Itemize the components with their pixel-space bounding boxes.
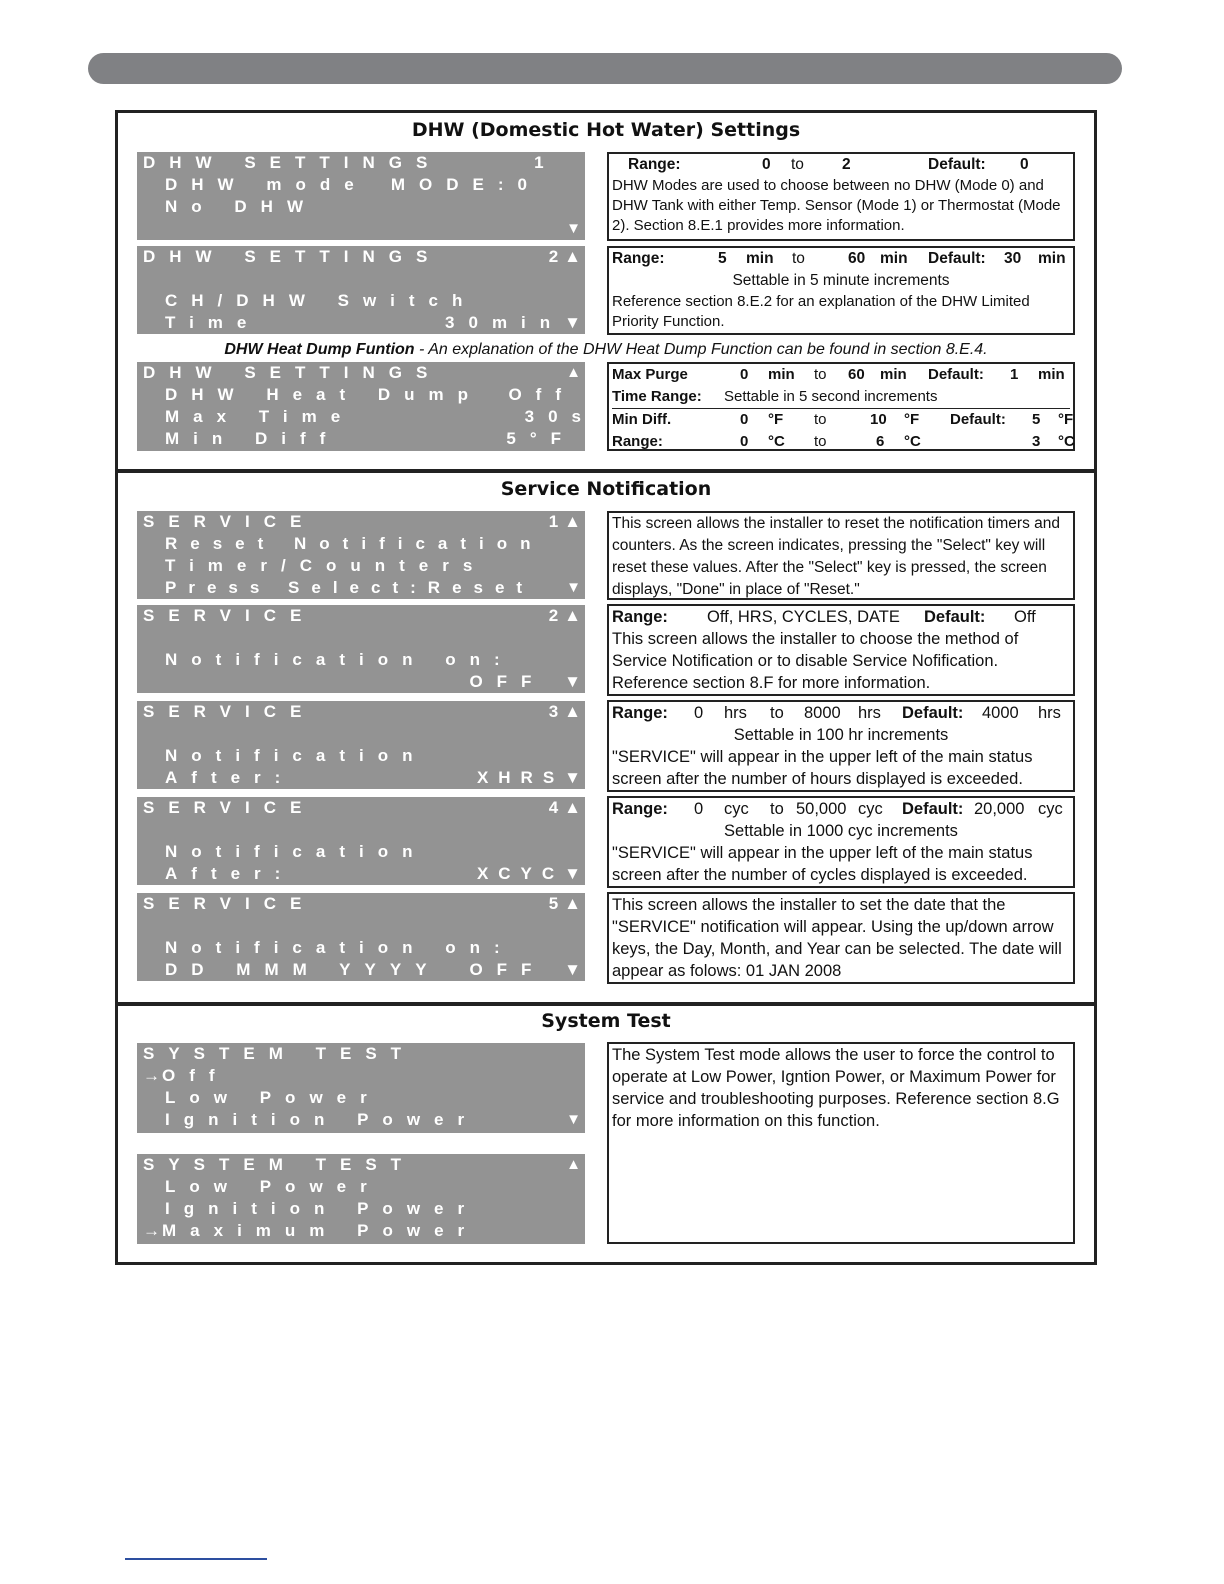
up-arrow-icon: ▲ xyxy=(566,1156,581,1173)
down-arrow-icon: ▼ xyxy=(564,960,581,979)
section-divider xyxy=(118,469,1094,473)
info-service-5: This screen allows the installer to set the date that the "SERVICE" notification will appear. Using the up/down arrow keys, the Day, Month, and Year can be selected. The date will appear as folows: 01 JAN 2008 xyxy=(607,892,1075,984)
lcd-service-3: SERVICE 3▲ Notification After: XHRS▼ xyxy=(137,701,585,789)
right-arrow-icon: → xyxy=(143,1066,162,1085)
up-arrow-icon: ▲ xyxy=(566,364,581,381)
lcd-service-4: SERVICE 4▲ Notification After: XCYC▼ xyxy=(137,797,585,885)
section-title-system-test: System Test xyxy=(541,1010,671,1032)
up-arrow-icon: ▲ xyxy=(564,512,581,531)
lcd-service-1: SERVICE 1▲ Reset Notification Timer/Counters Press Select:Reset ▼ xyxy=(137,511,585,599)
down-arrow-icon: ▼ xyxy=(566,579,581,596)
lcd-system-test-1: SYSTEM TEST →Off Low Power Ignition Power ▼ xyxy=(137,1043,585,1133)
down-arrow-icon: ▼ xyxy=(566,1111,581,1128)
section-divider xyxy=(118,1002,1094,1006)
info-service-1: This screen allows the installer to reset the notification timers and counters. As the screen indicates, pressing the "Select" key will reset these values. After the "Select" key is pressed, the screen displays, "Done" in place of "Reset." xyxy=(607,511,1075,600)
section-title-service: Service Notification xyxy=(500,478,712,500)
up-arrow-icon: ▲ xyxy=(564,798,581,817)
down-arrow-icon: ▼ xyxy=(564,768,581,787)
lcd-dhw-1: DHW SETTINGS 1 DHW mode MODE:0 No DHW ▼ xyxy=(137,152,585,240)
info-service-3: Range: 0 hrs to 8000 hrs Default: 4000 hrs Settable in 100 hr increments "SERVICE" will appear in the upper left of the main status screen after the number of hours displayed is exceeded. xyxy=(607,700,1075,792)
info-dhw-3: Max Purge 0 min to 60 min Default: 1 min Time Range: Settable in 5 second increments Min Diff. 0 °F to 10 °F Default: 5 °F Range: 0 °C to 6 °C 3 °C xyxy=(607,362,1075,451)
up-arrow-icon: ▲ xyxy=(564,247,581,266)
down-arrow-icon: ▼ xyxy=(564,313,581,332)
info-dhw-2: Range: 5 min to 60 min Default: 30 min Settable in 5 minute increments Reference section 8.E.2 for an explanation of the DHW Limited Priority Function. xyxy=(607,246,1075,335)
down-arrow-icon: ▼ xyxy=(564,672,581,691)
down-arrow-icon: ▼ xyxy=(566,220,581,237)
lcd-dhw-2: DHW SETTINGS 2▲ CH/DHW Switch Time 30min▼ xyxy=(137,246,585,334)
info-service-2: Range: Off, HRS, CYCLES, DATE Default: Off This screen allows the installer to choose the method of Service Notification or to disable Service Nofification. Reference section 8.F for more information. xyxy=(607,604,1075,696)
lcd-dhw-3: DHW SETTINGS ▲ DHW Heat Dump Off Max Time 30s Min Diff 5°F xyxy=(137,362,585,451)
down-arrow-icon: ▼ xyxy=(564,864,581,883)
section-title-dhw: DHW (Domestic Hot Water) Settings xyxy=(411,119,801,141)
up-arrow-icon: ▲ xyxy=(564,702,581,721)
up-arrow-icon: ▲ xyxy=(564,606,581,625)
settings-frame xyxy=(115,110,1097,1265)
up-arrow-icon: ▲ xyxy=(564,894,581,913)
lcd-service-2: SERVICE 2▲ Notification on: OFF ▼ xyxy=(137,605,585,693)
lcd-service-5: SERVICE 5▲ Notification on: DD MMM YYYY OFF ▼ xyxy=(137,893,585,981)
right-arrow-icon: → xyxy=(143,1221,162,1240)
info-service-4: Range: 0 cyc to 50,000 cyc Default: 20,000 cyc Settable in 1000 cyc increments "SERVICE" will appear in the upper left of the main status screen after the number of cycles displayed is exceeded. xyxy=(607,796,1075,888)
heat-dump-note: DHW Heat Dump Funtion - An explanation of the DHW Heat Dump Function can be found in section 8.E.4. xyxy=(224,341,988,358)
header-bar xyxy=(88,53,1122,84)
info-dhw-1: Range: 0 to 2 Default: 0 DHW Modes are used to choose between no DHW (Mode 0) and DHW Tank with either Temp. Sensor (Mode 1) or Thermostat (Mode 2). Section 8.E.1 provides more information. xyxy=(607,152,1075,241)
footer-link-line xyxy=(125,1558,267,1560)
lcd-system-test-2: SYSTEM TEST ▲ Low Power Ignition Power →Maximum Power xyxy=(137,1154,585,1244)
info-system-test: The System Test mode allows the user to force the control to operate at Low Power, Igntion Power, or Maximum Power for service and troubleshooting purposes. Reference section 8.G for more information on this function. xyxy=(607,1042,1075,1244)
